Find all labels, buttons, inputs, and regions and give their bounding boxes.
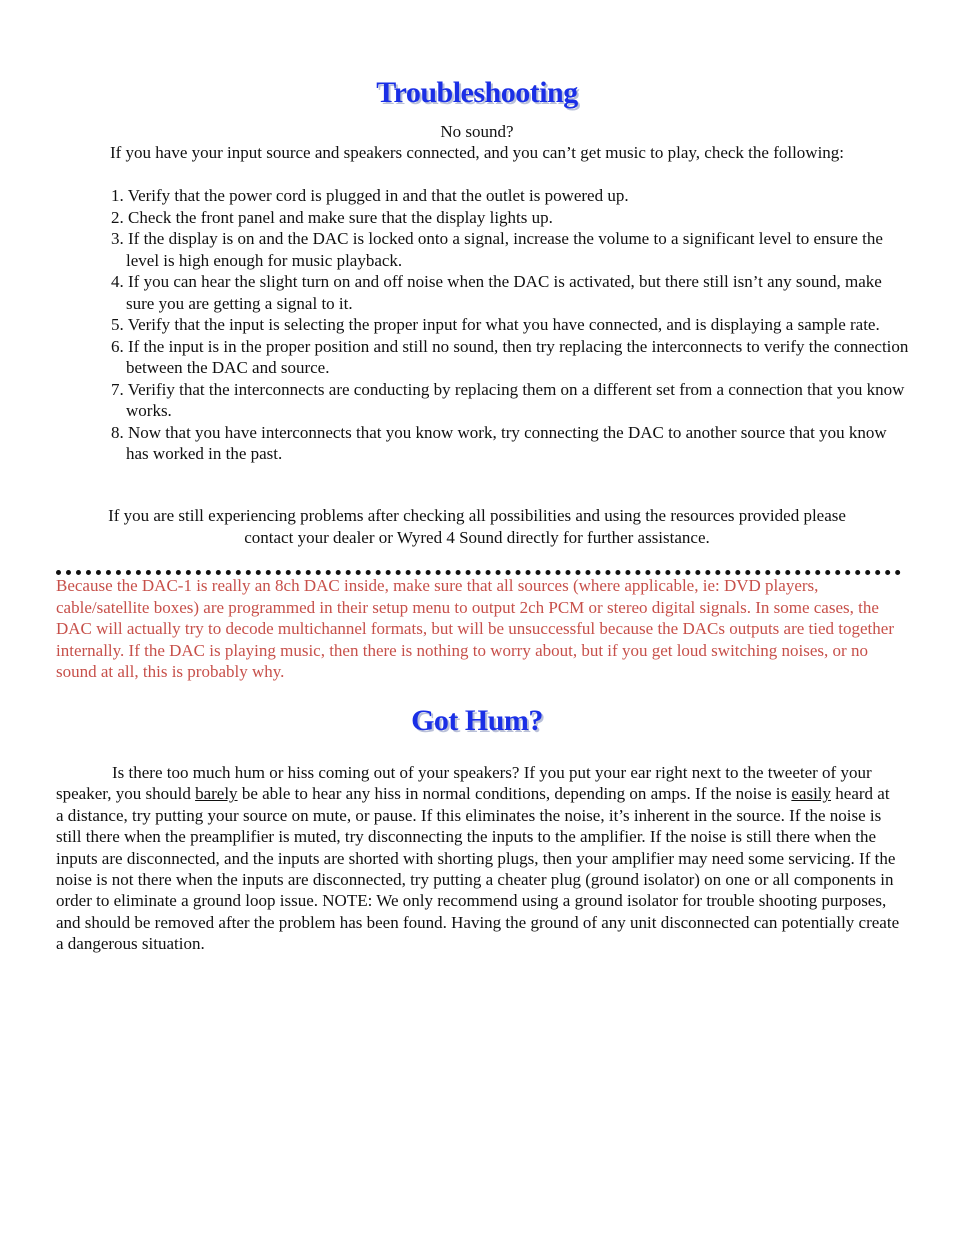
- hum-text-2: be able to hear any hiss in normal conditions, depending on amps. If the noise is: [237, 784, 792, 804]
- list-item: 8. Now that you have interconnects that you know work, try connecting the DAC to another source that you know has worked in the past.: [111, 422, 887, 463]
- emphasis-easily: easily: [791, 784, 832, 804]
- list-item: 6. If the input is in the proper position and still no sound, then try replacing the interconnects to verify the connection between the DAC and source.: [111, 336, 909, 377]
- closing-paragraph: [60, 505, 894, 548]
- closing-line-1: If you are still experiencing problems after checking all possibilities and using the resources provided please: [108, 506, 846, 525]
- hum-text-1: Is there too much hum or hiss coming out of your speakers? If you put your ear right next to the tweeter of your speaker, you should: [56, 763, 872, 804]
- dac-note: Because the DAC-1 is really an 8ch DAC inside, make sure that all sources (where applicable, ie: DVD players, cable/satellite boxes) are programmed in their setup menu to output 2ch PCM or stereo digital signals. In some cases, the DAC will actually try to decode multichannel formats, but will be unsuccessful because the DACs outputs are tied together internally. If the DAC is playing music, then there is nothing to worry about, but if you get loud switching noises, or no sound at all, this is probably why.: [56, 576, 894, 681]
- list-item: 7. Verifiy that the interconnects are conducting by replacing them on a different set from a connection that you know works.: [111, 379, 905, 420]
- list-item: 3. If the display is on and the DAC is locked onto a signal, increase the volume to a significant level to ensure the level is high enough for music playback.: [111, 229, 883, 270]
- section-title-got-hum: Got Hum?: [411, 704, 543, 737]
- page-title: Troubleshooting: [376, 76, 578, 109]
- list-item: 4. If you can hear the slight turn on and off noise when the DAC is activated, but there still isn’t any sound, make sure you are getting a signal to it.: [111, 272, 882, 313]
- list-item: 5. Verify that the input is selecting the proper input for what you have connected, and is displaying a sample rate.: [111, 315, 880, 334]
- emphasis-barely: barely: [195, 784, 238, 804]
- hum-text-3: heard at a distance, try putting your source on mute, or pause. If this eliminates the noise, it’s inherent in the source. If the noise is still there when the preamplifier is muted, try disconnecting the inputs to the amplifier. If the noise is still there when the inputs are disconnected, and the inputs are shorted with shorting plugs, then your amplifier may need some servicing. If the noise is not there when the inputs are disconnected, try putting a cheater plug (ground isolator) on one or all components in order to eliminate a ground loop issue. NOTE: We only recommend using a ground isolator for trouble shooting purposes, and should be removed after the problem has been found. Having the ground of any unit disconnected can potentially create a dangerous situation.: [56, 784, 900, 954]
- list-item: 1. Verify that the power cord is plugged in and that the outlet is powered up.: [111, 186, 629, 205]
- list-item: 2. Check the front panel and make sure that the display lights up.: [111, 207, 553, 227]
- hum-paragraph: [56, 762, 901, 955]
- troubleshooting-steps: [111, 185, 911, 465]
- closing-line-2: contact your dealer or Wyred 4 Sound directly for further assistance.: [244, 527, 710, 547]
- subtitle: No sound?: [440, 122, 514, 141]
- intro-text: If you have your input source and speakers connected, and you can’t get music to play, check the following:: [109, 143, 845, 162]
